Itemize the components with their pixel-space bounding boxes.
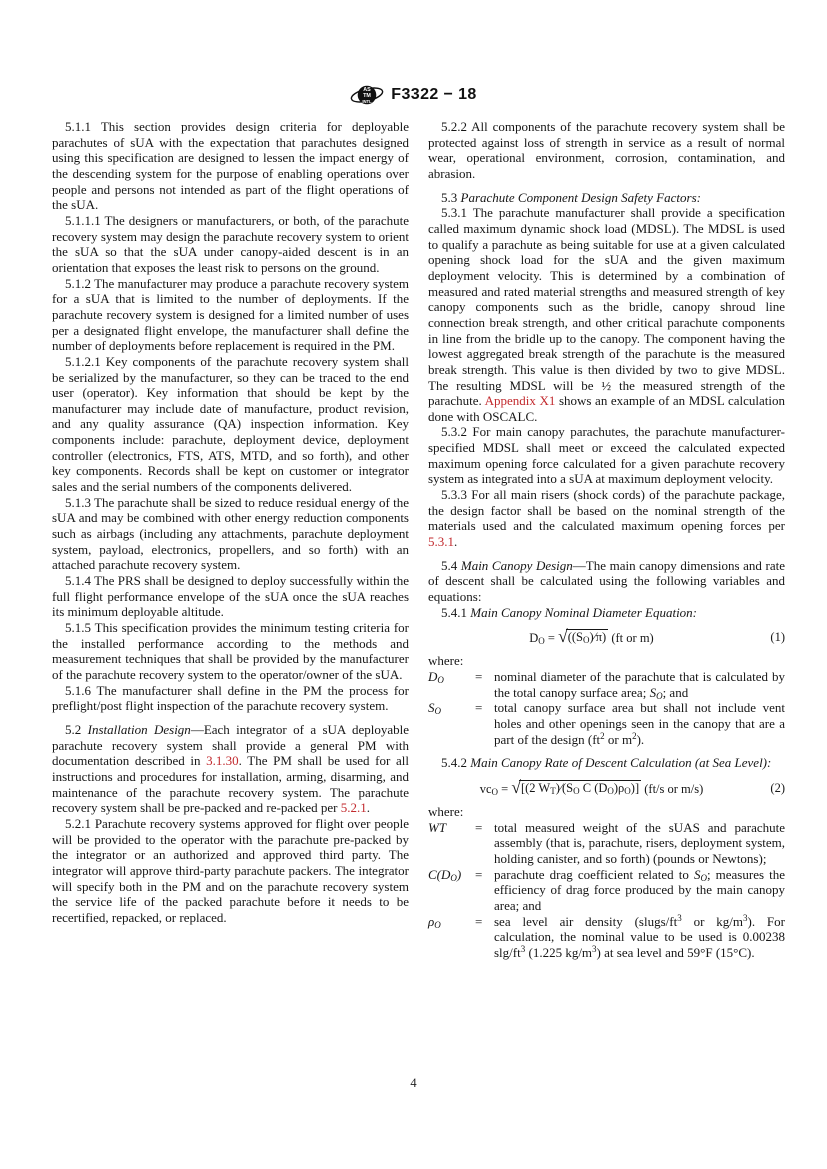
text-run: 5.3.1 The parachute manufacturer shall provide a specification called maximum dynamic shock load (MDSL). The MDSL is used to qualify a parachute as being suitable for use at a given calculated opening shock load for the sUA and the given maximum deployment velocity. This is determined by a combination of measured and rated material strengths and measured strength of key canopy components such as the bridle, canopy shroud line connection break strength, and other critical parachute components in line from the bridle up to the canopy. The component having the lowest aggregated break strength of the parachute is the measured break strength. This value is then divided by two to give MDSL. The resulting MDSL will be ½ the measured strength of the parachute. — [428, 205, 785, 409]
paragraph-5.4.2 — [428, 755, 785, 771]
text-run: 2 — [600, 730, 605, 741]
text-run: 5.2.2 All components of the parachute recovery system shall be protected against loss of strength in service as a result of normal wear, operational environment, corrosion, contamination, and abrasion. — [428, 119, 785, 181]
paragraph-5.1.5 — [52, 620, 409, 683]
text-run: 5.3.3 For all main risers (shock cords) of the parachute package, the design factor shall be based on the nominal strength of the materials used and the calculated maximum opening forces per — [428, 487, 785, 534]
column-right — [428, 119, 785, 961]
text-run: S — [649, 684, 657, 700]
paragraph-5.1.2 — [52, 276, 409, 354]
paragraph-5.4 — [428, 558, 785, 605]
text-run: (ft/s or m/s) — [641, 782, 704, 796]
text-run: 3 — [592, 943, 597, 954]
text-run: 5.1.6 The manufacturer shall define in the PM the process for preflight/post flight inspection of the parachute recovery system. — [52, 682, 409, 714]
text-run: D — [529, 631, 539, 646]
text-run: ). — [636, 731, 645, 747]
paragraph-5.1.3 — [52, 495, 409, 573]
text-run: Main Canopy Rate of Descent Calculation (at Sea Level): — [470, 755, 772, 771]
text-run: D — [428, 669, 438, 685]
paragraph-5.2.1 — [52, 816, 409, 926]
paragraph-5.2 — [52, 722, 409, 816]
text-run: WT — [428, 819, 447, 835]
text-run: Main Canopy Design — [460, 557, 573, 573]
column-left — [52, 119, 409, 961]
text-run: )⁄π) — [589, 630, 607, 645]
text-run: O — [700, 872, 707, 883]
text-run: )⁄(S — [555, 781, 574, 795]
text-run: )ρ — [613, 781, 625, 795]
definition-row — [428, 914, 785, 961]
definition-term — [428, 867, 475, 914]
text-run: O — [434, 706, 441, 717]
paragraph-5.1.2.1 — [52, 354, 409, 495]
text-run: 5.3.2 For main canopy parachutes, the parachute manufacturer-specified MDSL shall meet or exceed the calculated expected maximum opening force calculated for a given parachute recovery system as integrated into a sUA at maximum deployment velocity. — [428, 424, 785, 487]
text-run: O — [434, 919, 441, 930]
text-run: or m — [604, 731, 633, 747]
paragraph-5.3.1 — [428, 205, 785, 424]
definition-row — [428, 867, 785, 914]
text-run: . — [454, 534, 458, 550]
radical-sign-icon: √ — [558, 626, 568, 647]
svg-text:INTL: INTL — [362, 99, 372, 104]
text-run: total canopy surface area but shall not include vent holes and other openings seen in the canopy that are a part of the design (ft — [494, 700, 785, 747]
radicand — [519, 780, 641, 796]
text-run: 5.4 — [441, 557, 461, 573]
svg-text:AS: AS — [363, 87, 372, 94]
definition-term — [428, 914, 475, 961]
equation-body — [428, 626, 755, 647]
text-run: (ft or m) — [608, 631, 654, 646]
text-run: C(D — [428, 866, 451, 882]
text-run: sea level air density (slugs/ft — [494, 913, 678, 929]
text-run: 5.1.4 The PRS shall be designed to deploy successfully within the full flight performance envelope of the sUA once the sUA reaches its minimum deployable altitude. — [52, 573, 409, 620]
text-run: Parachute Component Design Safety Factors: — [460, 189, 701, 205]
page-footer — [0, 1076, 827, 1091]
text-run: 2 — [632, 730, 637, 741]
definition-row — [428, 669, 785, 700]
cross-reference-link[interactable]: Appendix X1 — [484, 393, 556, 409]
text-run: 5.4.1 — [441, 604, 471, 620]
text-run: parachute drag coefficient related to — [494, 866, 694, 882]
text-run: nominal diameter of the parachute that is calculated by the total canopy surface area; — [494, 669, 785, 700]
text-run: O — [573, 786, 580, 796]
text-run: 5.1.1.1 The designers or manufacturers, or both, of the parachute recovery system may design the parachute recovery system to orient the sUA so that the sUA under canopy-aided descent is in an orientation that exposes the least risk to persons on the ground. — [52, 212, 409, 275]
paragraph-5.1.6 — [52, 683, 409, 714]
definition-text — [494, 914, 785, 961]
text-run: shows an example of an MDSL calculation done with OSCALC. — [428, 393, 785, 424]
text-run: (1.225 kg/m — [525, 944, 593, 960]
text-run: O — [583, 635, 590, 646]
definition-text — [494, 700, 785, 747]
definition-text — [494, 669, 785, 700]
text-run: . — [366, 800, 370, 816]
paragraph-5.2.2 — [428, 119, 785, 182]
text-run: 5.2.1 Parachute recovery systems approved for flight over people will be provided to the operator with the parachute pre-packed by the integrator or an authorized and approved third party. The integrator will approve third-party parachute packers. The integrator will specify both in the PM and on the parachute recovery system the service life of the packed parachute before it needs to be recertified, repacked, or replaced. — [52, 815, 409, 925]
text-run: 5.1.3 The parachute shall be sized to reduce residual energy of the sUA and may be combined with other energy reduction components such as airbags (including any attachments, parachute deployment system, payload, electronics, propellers, and so forth) with an attached parachute recovery system. — [52, 494, 409, 573]
definition-text — [494, 867, 785, 914]
definition-term — [428, 700, 475, 747]
text-run: 5.1.2 The manufacturer may produce a parachute recovery system for a sUA that is limited to the number of deployments. If the parachute recovery system is designed for a limited number of uses per a designated flight envelope, the manufacturer shall define the number of deployments before replacement is required in the PM. — [52, 275, 409, 354]
text-run: 3 — [677, 912, 682, 923]
radicand — [566, 629, 609, 645]
equation-body — [428, 777, 755, 797]
paragraph-5.1.4 — [52, 573, 409, 620]
page-header — [0, 82, 827, 108]
definition-list — [428, 820, 785, 961]
text-run: O — [656, 690, 663, 701]
text-run: [(2 W — [520, 781, 551, 795]
text-run: ρ — [428, 913, 435, 929]
text-run: = — [498, 782, 512, 796]
text-run: ; measures the efficiency of drag force produced by the main canopy area; and — [494, 866, 785, 913]
equation-number: (1) — [770, 630, 785, 645]
text-run: Installation Design — [87, 721, 191, 737]
text-run: O — [491, 787, 499, 797]
page-number: 4 — [410, 1076, 417, 1090]
two-column-body — [0, 108, 827, 961]
equation-1 — [428, 626, 785, 647]
where-label: where: — [428, 653, 464, 669]
document-code: F3322 − 18 — [391, 86, 477, 103]
paragraph-5.3 — [428, 190, 785, 206]
sqrt-radical — [558, 626, 608, 647]
text-run: ((S — [567, 630, 583, 645]
text-run: 5.4.2 — [441, 755, 471, 771]
text-run: O — [450, 872, 457, 883]
svg-text:TM: TM — [363, 93, 372, 100]
equals-sign: = — [475, 669, 483, 685]
paragraph-5.1.1.1 — [52, 213, 409, 276]
paragraph-5.4.1 — [428, 605, 785, 621]
text-run: C (D — [579, 781, 608, 795]
text-run: O — [624, 786, 631, 796]
text-run: Main Canopy Nominal Diameter Equation: — [470, 604, 698, 620]
text-run: ) — [456, 866, 462, 882]
where-label: where: — [428, 804, 464, 820]
text-run: 5.1.1 This section provides design criteria for deployable parachutes of sUA with the expectation that parachutes designed using this specification are designed to lessen the impact energy of the descending system for the purpose of enabling operations over people and persons not intended as part of the flight operations of the sUA. — [52, 119, 409, 213]
definition-list — [428, 669, 785, 747]
text-run: T — [550, 786, 556, 796]
text-run: O — [437, 675, 444, 686]
equals-sign: = — [475, 700, 483, 716]
definition-term — [428, 820, 475, 867]
text-run: = — [544, 631, 559, 646]
text-run: —Each integrator of a sUA deployable parachute recovery system shall provide a general PM with documentation described in — [52, 721, 410, 769]
text-run: 5.3 — [441, 189, 461, 205]
text-run: —The main canopy dimensions and rate of descent shall be calculated using the following variables and equations: — [428, 557, 785, 605]
definition-row — [428, 700, 785, 747]
definition-text — [494, 820, 785, 867]
cross-reference-link[interactable]: 5.2.1 — [340, 800, 367, 816]
text-run: O — [607, 786, 614, 796]
equals-sign: = — [475, 866, 483, 882]
radical-sign-icon: √ — [511, 777, 521, 797]
equals-sign: = — [475, 819, 483, 835]
text-run: 5.2 — [65, 721, 88, 737]
text-run: )] — [630, 781, 640, 795]
astm-logo-icon — [350, 83, 384, 107]
text-run: O — [538, 636, 545, 647]
paragraph-5.3.3 — [428, 487, 785, 550]
text-run: 3 — [742, 912, 748, 923]
text-run: ). For calculation, the nominal value to be used is 0.00238 slg/ft — [494, 913, 785, 960]
equals-sign: = — [475, 913, 483, 929]
text-run: vc — [479, 782, 492, 796]
text-run: 5.1.2.1 Key components of the parachute recovery system shall be serialized by the manufacturer, so they can be traced to the end user (operator). Key information that should be kept by the manufacturer may include date of manufacture, product revision, and any quality assurance (QA) inspection information. Key components include: parachute, deployment device, deployment controller (electronics, FTS, ATS, MTD, and so forth), and other key components. Records shall be kept on customer or integrator sales and the serial numbers of the components delivered. — [52, 353, 409, 495]
text-run: or kg/m — [681, 913, 743, 929]
cross-reference-link[interactable]: 5.3.1 — [428, 534, 454, 550]
text-run: 3 — [520, 943, 526, 954]
text-run: ) at sea level and 59°F (15°C). — [596, 944, 755, 960]
definition-row — [428, 820, 785, 867]
text-run: total measured weight of the sUAS and parachute assembly (that is, parachute, risers, deployment system, holding canister, and so forth) (pounds or Newtons); — [494, 819, 785, 867]
sqrt-radical — [511, 777, 641, 797]
text-run: S — [693, 866, 701, 882]
equation-number: (2) — [770, 781, 785, 795]
text-run: S — [428, 700, 435, 716]
text-run: ; and — [662, 684, 689, 700]
paragraph-5.1.1 — [52, 119, 409, 213]
paragraph-5.3.2 — [428, 424, 785, 487]
text-run: . The PM shall be used for all instructions and procedures for installation, arming, disarming, and maintenance of the parachute recovery system. The parachute recovery system shall be pre-packed and re-packed per — [52, 753, 409, 816]
equation-2 — [428, 777, 785, 797]
text-run: 5.1.5 This specification provides the minimum testing criteria for the installed performance according to the methods and measurement techniques that shall be provided by the manufacturer of the parachute recovery system to the operator/owner of the sUA. — [52, 620, 409, 682]
cross-reference-link[interactable]: 3.1.30 — [206, 753, 239, 769]
definition-term — [428, 669, 475, 700]
